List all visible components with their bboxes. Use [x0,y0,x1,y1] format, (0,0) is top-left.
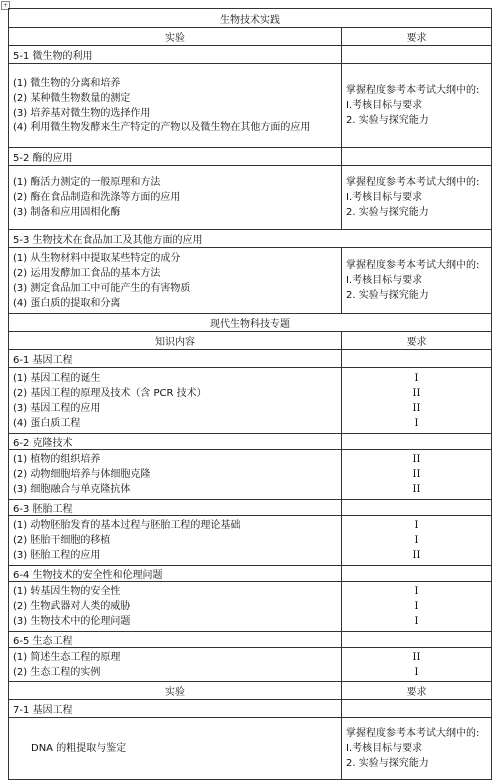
level-value: I [414,372,419,384]
column-header-requirement: 要求 [342,332,492,350]
empty-cell [342,566,492,582]
level-value: II [412,484,421,495]
list-item: (2) 基因工程的原理及技术（含 PCR 技术） [13,387,207,399]
topic-heading: 5-2 酶的应用 [9,148,342,166]
list-item: (2) 胚胎干细胞的移植 [13,535,111,546]
list-item: (2) 生物武器对人类的威胁 [13,601,131,612]
topic-items [9,450,342,500]
empty-cell [342,148,492,166]
level-value: I [414,616,419,627]
topic-heading: 5-3 生物技术在食品加工及其他方面的应用 [9,230,492,248]
list-item: (2) 运用发酵加工食品的基本方法 [13,267,161,279]
requirement-line: Ⅰ.考核目标与要求 [346,275,423,286]
list-item: (1) 酶活力测定的一般原理和方法 [13,177,161,188]
requirement-line: 2. 实验与探究能力 [346,290,429,301]
level-value: II [412,454,421,465]
list-item: (3) 测定食品加工中可能产生的有害物质 [13,282,191,294]
requirement-levels [342,582,492,632]
list-item: (4) 蛋白质工程 [13,417,81,429]
column-header-content: 知识内容 [9,332,342,350]
section-title: 现代生物科技专题 [9,314,492,332]
section-title: 生物技术实践 [9,9,492,28]
level-value: II [412,387,421,399]
list-item: (2) 生态工程的实例 [13,666,101,678]
list-item: (4) 蛋白质的提取和分离 [13,297,121,309]
column-header-requirement: 要求 [342,28,492,46]
list-item: (1) 基因工程的诞生 [13,372,101,384]
list-item: (4) 利用微生物发酵来生产特定的产物以及微生物在其他方面的应用 [13,122,311,133]
requirement-levels [342,450,492,500]
requirement-line: 掌握程度参考本考试大纲中的: [346,85,480,96]
requirement-cell [342,166,492,230]
level-value: I [414,520,419,531]
topic-items [9,248,342,314]
requirement-levels [342,368,492,434]
list-item: (2) 某种微生物数量的测定 [13,93,131,104]
topic-heading: 6-5 生态工程 [9,632,342,648]
list-item: (1) 转基因生物的安全性 [13,586,121,597]
requirement-line: 2. 实验与探究能力 [346,115,429,126]
list-item: (3) 基因工程的应用 [13,402,101,414]
topic-heading: 7-1 基因工程 [9,700,342,718]
list-item: (1) 动物胚胎发育的基本过程与胚胎工程的理论基础 [13,520,241,531]
column-header-requirement: 要求 [342,682,492,700]
list-item: (1) 微生物的分离和培养 [13,78,121,89]
requirement-levels [342,648,492,682]
level-value: I [414,586,419,597]
requirement-line: 2. 实验与探究能力 [346,758,429,769]
requirement-line: Ⅰ.考核目标与要求 [346,100,423,111]
level-value: II [412,550,421,561]
topic-heading: 6-4 生物技术的安全性和伦理问题 [9,566,342,582]
list-item: (3) 胚胎工程的应用 [13,550,101,561]
list-item: (1) 简述生态工程的原理 [13,651,121,663]
syllabus-table [8,8,492,780]
level-value: I [414,601,419,612]
requirement-line: 2. 实验与探究能力 [346,207,429,218]
topic-items [9,516,342,566]
column-header-experiment: 实验 [9,28,342,46]
requirement-line: 掌握程度参考本考试大纲中的: [346,728,480,739]
level-value: I [414,417,419,429]
topic-heading: 6-3 胚胎工程 [9,500,342,516]
level-value: I [414,666,419,678]
topic-heading: 6-1 基因工程 [9,350,342,368]
list-item: (1) 植物的组织培养 [13,454,101,465]
empty-cell [342,700,492,718]
level-value: II [412,469,421,480]
list-item: (3) 制备和应用固相化酶 [13,207,121,218]
list-item: (3) 细胞融合与单克隆抗体 [13,484,131,495]
table-anchor-icon[interactable]: + [2,2,9,9]
list-item: DNA 的粗提取与鉴定 [31,743,127,754]
topic-items [9,368,342,434]
level-value: II [412,402,421,414]
requirement-levels [342,516,492,566]
topic-items [9,64,342,148]
requirement-line: 掌握程度参考本考试大纲中的: [346,177,480,188]
empty-cell [342,632,492,648]
requirement-cell [342,248,492,314]
requirement-cell [342,718,492,780]
empty-cell [342,350,492,368]
level-value: II [412,651,421,663]
requirement-cell [342,64,492,148]
topic-items [9,166,342,230]
topic-heading: 5-1 微生物的利用 [9,46,342,64]
topic-items [9,582,342,632]
list-item: (3) 生物技术中的伦理问题 [13,616,131,627]
requirement-line: 掌握程度参考本考试大纲中的: [346,260,480,271]
column-header-experiment: 实验 [9,682,342,700]
topic-heading: 6-2 克隆技术 [9,434,342,450]
empty-cell [342,46,492,64]
topic-items [9,648,342,682]
list-item: (2) 动物细胞培养与体细胞克隆 [13,469,151,480]
empty-cell [342,500,492,516]
requirement-line: Ⅰ.考核目标与要求 [346,743,423,754]
level-value: I [414,535,419,546]
empty-cell [342,434,492,450]
requirement-line: Ⅰ.考核目标与要求 [346,192,423,203]
list-item: (3) 培养基对微生物的选择作用 [13,108,151,119]
list-item: (1) 从生物材料中提取某些特定的成分 [13,252,181,264]
topic-items [9,718,342,780]
list-item: (2) 酶在食品制造和洗涤等方面的应用 [13,192,181,203]
